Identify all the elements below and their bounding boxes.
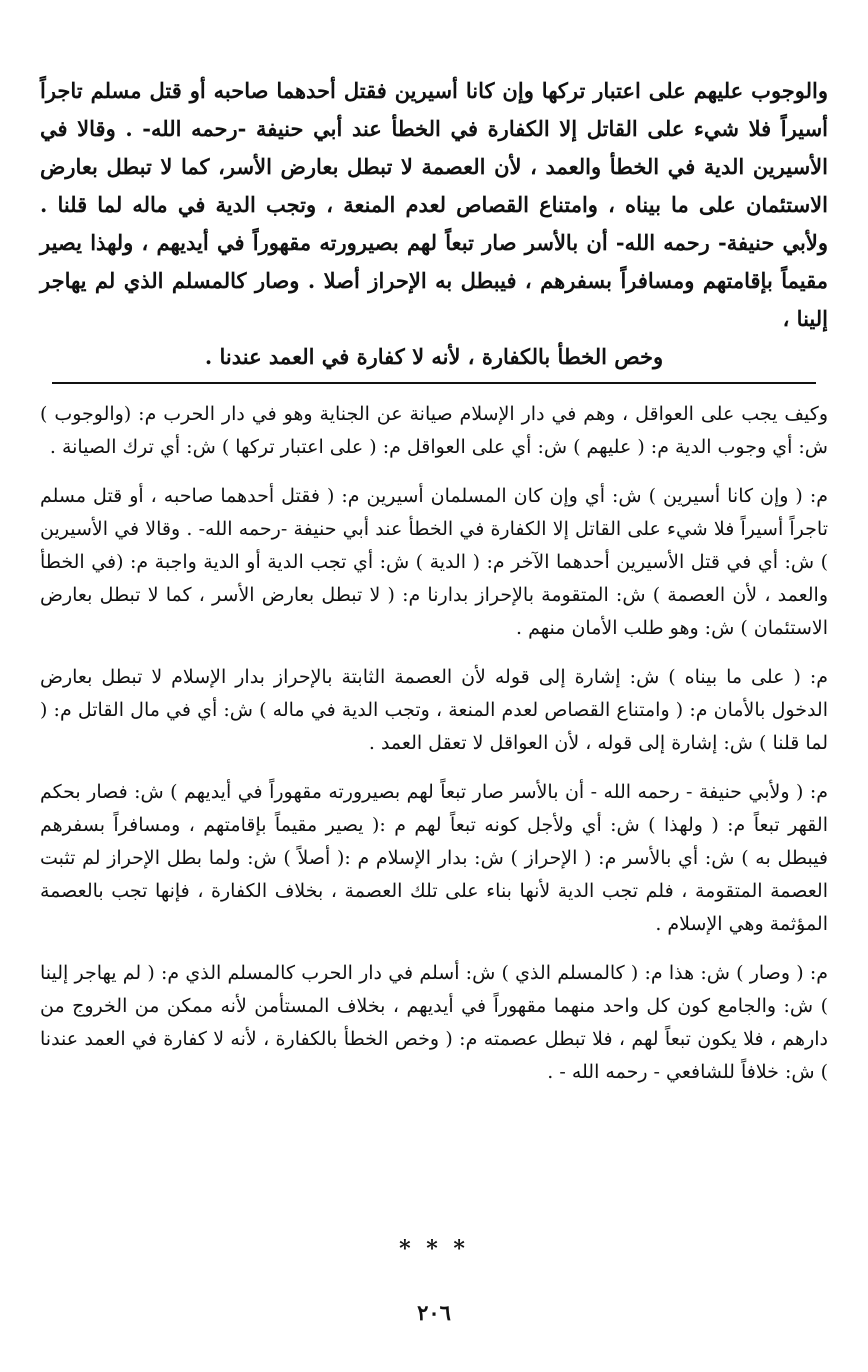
commentary-paragraph: م: ( وإن كانا أسيرين ) ش: أي وإن كان المسلمان أسيرين م: ( فقتل أحدهما صاحبه ، أو قتل مسلم تاجراً أسيراً فلا شيء على القاتل إلا الكفارة في الخطأ عند أبي حنيفة -رحمه الله- . وقالا في الأسيرين ) ش: أي في قتل الأسيرين أحدهما الآخر م: ( الدية ) ش: أي تجب الدية أو الدية واجبة م: (في الخطأ والعمد ، لأن العصمة ) ش: المتقومة بالإحراز بدارنا م: ( لا تبطل بعارض الأسر ، كما لا تبطل بعارض الاستئمان ) ش: وهو طلب الأمان منهم . (40, 485, 828, 639)
commentary-paragraph: م: ( ولأبي حنيفة - رحمه الله - أن بالأسر صار تبعاً لهم بصيرورته مقهوراً في أيديهم ) ش: فصار بحكم القهر تبعاً م: ( ولهذا ) ش: أي ولأجل كونه تبعاً لهم م :( يصير مقيماً بإقامتهم ، ومسافراً بسفرهم فيبطل به ) ش: أي بالأسر م: ( الإحراز ) ش: بدار الإسلام م :( أصلاً ) ش: ولما بطل الإحراز لم تثبت العصمة المتقومة ، فلم تجب الدية لأنها بناء على تلك العصمة ، بخلاف الكفارة ، فإنها تجب بالعصمة المؤثمة وهي الإسلام . (40, 781, 828, 935)
commentary-block (40, 398, 828, 1105)
section-separator: * * * (399, 1236, 469, 1262)
commentary-paragraph: م: ( على ما بيناه ) ش: إشارة إلى قوله لأن العصمة الثابتة بالإحراز بدار الإسلام لا تبطل بعارض الدخول بالأمان م: ( وامتناع القصاص لعدم المنعة ، وتجب الدية في ماله ) ش: أي في مال القاتل م: ( لما قلنا ) ش: إشارة إلى قوله ، لأن العواقل لا تعقل العمد . (40, 666, 828, 754)
page-number: ٢٠٦ (417, 1300, 451, 1325)
commentary-paragraph: م: ( وصار ) ش: هذا م: ( كالمسلم الذي ) ش: أسلم في دار الحرب كالمسلم الذي م: ( لم يهاجر إلينا ) ش: والجامع كون كل واحد منهما مقهوراً في أيديهم ، بخلاف المستأمن لأنه ممكن من الخروج من دارهم ، فلا يكون تبعاً لهم ، فلا تبطل عصمته م: ( وخص الخطأ بالكفارة ، لأنه لا كفارة في العمد عندنا ) ش: خلافاً للشافعي - رحمه الله - . (40, 962, 828, 1083)
main-text-block (40, 72, 828, 376)
main-text-last-line: وخص الخطأ بالكفارة ، لأنه لا كفارة في العمد عندنا . (204, 344, 664, 369)
main-text-body: والوجوب عليهم على اعتبار تركها وإن كانا أسيرين فقتل أحدهما صاحبه أو قتل مسلم تاجراً أسيراً فلا شيء على القاتل إلا الكفارة في الخطأ عند أبي حنيفة -رحمه الله- . وقالا في الأسيرين الدية في الخطأ والعمد ، لأن العصمة لا تبطل بعارض الأسر، كما لا تبطل بعارض الاستئمان على ما بيناه ، وامتناع القصاص لعدم المنعة ، وتجب الدية في ماله لما قلنا . ولأبي حنيفة- رحمه الله- أن بالأسر صار تبعاً لهم بصيرورته مقهوراً في أيديهم ، ولهذا يصير مقيماً بإقامتهم ومسافراً بسفرهم ، فيبطل به الإحراز أصلا . وصار كالمسلم الذي لم يهاجر إلينا ، (40, 78, 828, 331)
commentary-paragraph: وكيف يجب على العواقل ، وهم في دار الإسلام صيانة عن الجناية وهو في دار الحرب م: (والوجوب ) ش: أي وجوب الدية م: ( عليهم ) ش: أي على العواقل م: ( على اعتبار تركها ) ش: أي ترك الصيانة . (40, 403, 828, 458)
footnote-divider (52, 382, 816, 384)
